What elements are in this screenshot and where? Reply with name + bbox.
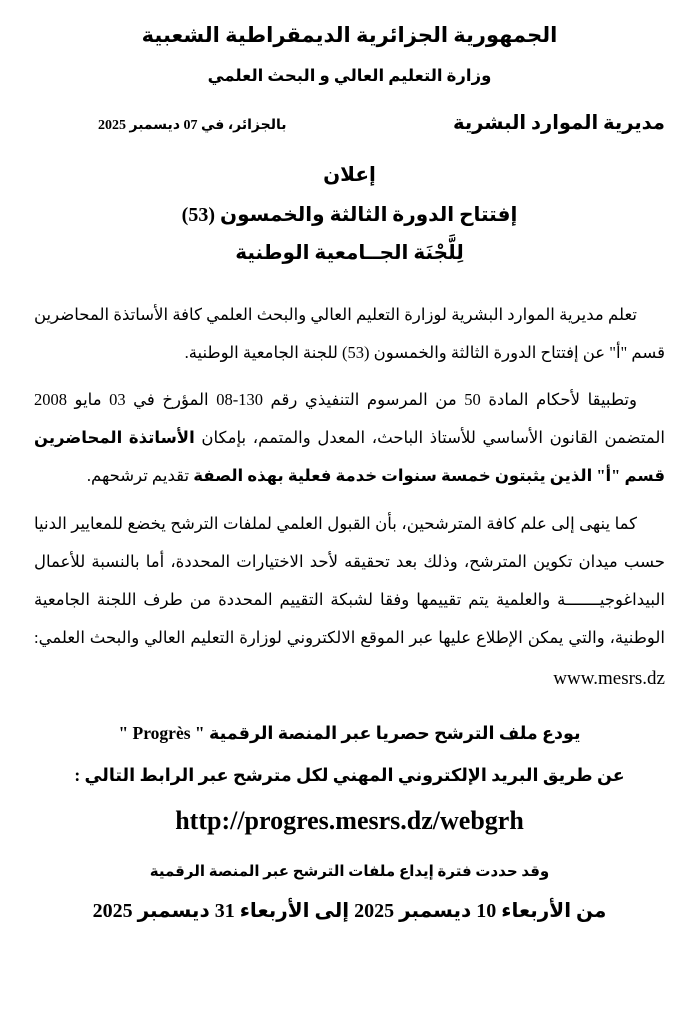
ministry-website-link: www.mesrs.dz bbox=[553, 668, 665, 690]
title-block bbox=[34, 161, 665, 268]
committee-heading: لِلَّجْنَة الجــامعية الوطنية bbox=[235, 241, 464, 264]
criteria-text: كما ينهى إلى علم كافة المترشحين، بأن القبول العلمي لملفات الترشح يخضع للمعايير الدنيا حسب ميدان تكوين المترشح، وذلك بعد تحقيقه لأحد الاختيارات المحددة، أما بالنسبة للأعمال البيداغوجيـــــــة والعلمية يتم تقييمها وفقا لشبكة التقييم المحددة من طرف اللجنة الجامعية الوطنية، والتي يمكن الإطلاع عليها عبر الموقع الالكتروني لوزارة التعليم العالي والبحث العلمي: bbox=[34, 514, 665, 648]
paragraph-intro-text: تعلم مديرية الموارد البشرية لوزارة التعليم العالي والبحث العلمي كافة الأساتذة المحاضرين قسم "أ" عن إفتتاح الدورة الثالثة والخمسون (53) للجنة الجامعية الوطنية. bbox=[34, 304, 665, 362]
republic-title: الجمهورية الجزائرية الديمقراطية الشعبية bbox=[141, 23, 558, 47]
directorate-title: مديرية الموارد البشرية bbox=[453, 112, 665, 134]
submission-email-line: عن طريق البريد الإلكتروني المهني لكل مترشح عبر الرابط التالي : bbox=[74, 764, 625, 785]
session-heading: إفتتاح الدورة الثالثة والخمسون (53) bbox=[181, 203, 518, 226]
submission-platform-line: يودع ملف الترشح حصريا عبر المنصة الرقمية " Progrès " bbox=[118, 722, 581, 743]
place-and-date: بالجزائر، في 07 ديسمبر 2025 bbox=[98, 117, 287, 133]
paragraph-decree bbox=[34, 381, 665, 495]
deposit-period-dates: من الأربعاء 10 ديسمبر 2025 إلى الأربعاء 31 ديسمبر 2025 bbox=[92, 899, 607, 922]
decree-text-start: وتطبيقا لأحكام المادة 50 من المرسوم التنفيذي رقم 130-08 المؤرخ في 03 مايو 2008 المتضمن القانون الأساسي للأستاذ الباحث، المعدل والمتمم، بإمكان bbox=[34, 390, 665, 448]
paragraph-intro bbox=[34, 296, 665, 372]
paragraph-criteria bbox=[34, 505, 665, 700]
progres-url-link: http://progres.mesrs.dz/webgrh bbox=[175, 805, 524, 835]
ministry-title: وزارة التعليم العالي و البحث العلمي bbox=[207, 65, 492, 85]
meta-row bbox=[34, 111, 665, 135]
deposit-period-intro: وقد حددت فترة إيداع ملفات الترشح عبر المنصة الرقمية bbox=[149, 864, 550, 881]
decree-text-end: تقديم ترشحهم. bbox=[86, 466, 190, 486]
body-text bbox=[34, 296, 665, 701]
announcement-heading: إعلان bbox=[323, 163, 376, 186]
decree-text-bold-eligibility: الأساتذة المحاضرين قسم "أ" الذين يثبتون خمسة سنوات خدمة فعلية بهذه الصفة bbox=[34, 428, 665, 486]
